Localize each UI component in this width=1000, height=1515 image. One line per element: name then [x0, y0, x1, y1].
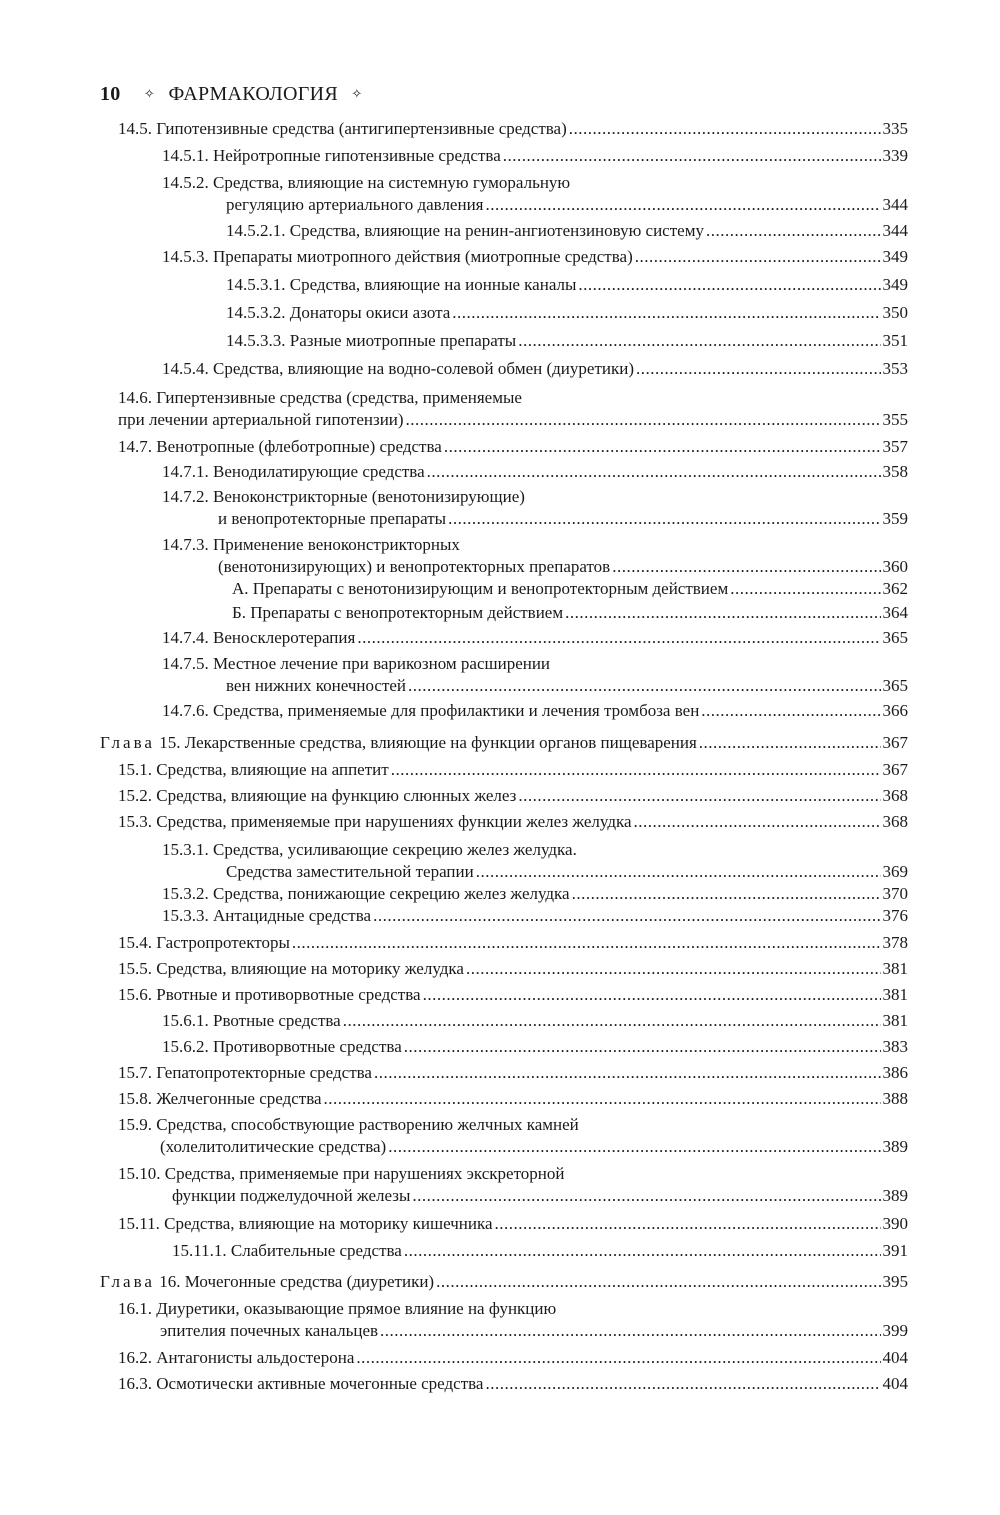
toc-entry-text: 15.9. Средства, способствующие растворению желчных камней	[118, 1115, 579, 1134]
toc-entry-title	[100, 1271, 434, 1293]
toc-entry-text: 14.5.4. Средства, влияющие на водно-солевой обмен (диуретики)	[162, 359, 634, 378]
toc-entry[interactable]	[118, 984, 908, 1006]
dot-leader	[699, 732, 881, 754]
toc-page-number: 378	[882, 933, 908, 952]
running-title: ФАРМАКОЛОГИЯ	[168, 83, 339, 105]
toc-page-number: 368	[882, 786, 908, 805]
ornament-icon: ✧	[351, 86, 363, 101]
toc-entry-text: 15.7. Гепатопротекторные средства	[118, 1063, 372, 1082]
toc-entry[interactable]	[118, 1213, 908, 1235]
toc-entry[interactable]	[232, 578, 908, 600]
toc-entry[interactable]	[226, 675, 908, 697]
toc-line	[0, 1347, 1000, 1369]
toc-line	[0, 1298, 1000, 1320]
dot-leader	[404, 1240, 881, 1262]
toc-line	[0, 534, 1000, 556]
toc-entry-title	[160, 1136, 386, 1158]
toc-entry-title	[226, 675, 406, 697]
toc-page-number: 391	[882, 1241, 908, 1260]
toc-page-number: 381	[882, 959, 908, 978]
toc-line	[0, 274, 1000, 296]
toc-entry-text: (холелитолитические средства)	[160, 1137, 387, 1156]
toc-entry[interactable]	[162, 461, 908, 483]
toc-page-number: 383	[882, 1037, 908, 1056]
toc-entry-title	[118, 409, 404, 431]
toc-line	[0, 409, 1000, 431]
toc-entry[interactable]	[226, 861, 908, 883]
dot-leader	[374, 1062, 881, 1084]
toc-page-number: 381	[882, 985, 908, 1004]
toc-entry-title	[118, 1373, 483, 1395]
toc-entry-title	[162, 700, 699, 722]
toc-page-number: 353	[882, 359, 908, 378]
toc-entry[interactable]	[118, 1373, 908, 1395]
toc-entry-title	[118, 932, 290, 954]
toc-entry-text: 15.3. Средства, применяемые при нарушениях функции желез желудка	[118, 812, 632, 831]
toc-entry[interactable]	[226, 330, 908, 352]
toc-line	[0, 1185, 1000, 1207]
toc-entry-text: 14.5. Гипотензивные средства (антигипертензивные средства)	[118, 119, 567, 138]
toc-entry-title	[118, 785, 516, 807]
toc-page-number: 360	[882, 557, 908, 576]
toc-line	[0, 330, 1000, 352]
toc-line	[0, 145, 1000, 167]
toc-entry-text: 15.3.3. Антацидные средства	[162, 906, 372, 925]
toc-entry-text: 14.5.1. Нейротропные гипотензивные средства	[162, 146, 501, 165]
toc-entry-title	[118, 958, 464, 980]
toc-entry-title	[160, 1320, 378, 1342]
toc-entry-text: 15.6.1. Рвотные средства	[162, 1011, 341, 1030]
toc-line	[0, 220, 1000, 242]
toc-entry-title	[232, 578, 728, 600]
toc-page-number: 365	[882, 676, 908, 695]
dot-leader	[578, 274, 880, 296]
toc-page-number: 362	[882, 579, 908, 598]
toc-page-number: 349	[882, 247, 908, 266]
toc-line	[0, 958, 1000, 980]
toc-page-number: 349	[882, 275, 908, 294]
toc-entry-title	[218, 508, 446, 530]
dot-leader	[730, 578, 880, 600]
toc-entry-title	[118, 118, 567, 140]
toc-entry[interactable]	[118, 1088, 908, 1110]
toc-entry-text: регуляцию артериального давления	[226, 195, 484, 214]
dot-leader	[476, 861, 881, 883]
toc-entry-text: 14.7.6. Средства, применяемые для профилактики и лечения тромбоза вен	[162, 701, 700, 720]
dot-leader	[634, 811, 881, 833]
toc-entry[interactable]	[100, 1271, 908, 1293]
toc-entry-title	[118, 436, 442, 458]
dot-leader	[635, 246, 881, 268]
toc-entry-title	[118, 1062, 372, 1084]
dot-leader	[391, 759, 881, 781]
toc-entry-text: функции поджелудочной железы	[172, 1186, 411, 1205]
toc-line	[0, 759, 1000, 781]
toc-line	[0, 508, 1000, 530]
toc-line	[0, 194, 1000, 216]
toc-line	[0, 1136, 1000, 1158]
toc-page-number: 367	[882, 760, 908, 779]
dot-leader	[485, 1373, 880, 1395]
toc-line	[0, 387, 1000, 409]
toc-entry[interactable]	[172, 1240, 908, 1262]
page-number: 10	[100, 83, 121, 105]
toc-entry[interactable]	[118, 932, 908, 954]
toc-line	[0, 905, 1000, 927]
toc-entry-title	[162, 461, 425, 483]
toc-entry[interactable]	[162, 145, 908, 167]
toc-page-number: 404	[882, 1374, 908, 1393]
toc-line	[0, 811, 1000, 833]
dot-leader	[503, 145, 881, 167]
toc-line	[0, 932, 1000, 954]
dot-leader	[427, 461, 881, 483]
toc-entry-title	[172, 1185, 410, 1207]
toc-page-number: 358	[882, 462, 908, 481]
toc-entry-text: 15.6. Рвотные и противорвотные средства	[118, 985, 421, 1004]
dot-leader	[636, 358, 881, 380]
toc-entry-text: 14.5.3. Препараты миотропного действия (миотропные средства)	[162, 247, 633, 266]
toc-page-number: 364	[882, 603, 908, 622]
dot-leader	[408, 675, 880, 697]
dot-leader	[485, 194, 880, 216]
toc-page-number: 351	[882, 331, 908, 350]
dot-leader	[380, 1320, 880, 1342]
toc-entry[interactable]	[172, 1185, 908, 1207]
toc-line	[0, 436, 1000, 458]
dot-leader	[495, 1213, 881, 1235]
dot-leader	[406, 409, 881, 431]
toc-line	[0, 486, 1000, 508]
toc-entry[interactable]	[118, 811, 908, 833]
toc-entry-text: 15.1. Средства, влияющие на аппетит	[118, 760, 389, 779]
dot-leader	[436, 1271, 880, 1293]
toc-line	[0, 118, 1000, 140]
toc-entry-text: эпителия почечных канальцев	[160, 1321, 379, 1340]
toc-line	[0, 172, 1000, 194]
dot-leader	[518, 330, 880, 352]
toc-entry-title	[162, 905, 371, 927]
toc-entry-title	[226, 274, 576, 296]
toc-entry-text: 15.8. Желчегонные средства	[118, 1089, 322, 1108]
toc-entry-text: 14.7.3. Применение веноконстрикторных	[162, 535, 460, 554]
toc-page-number: 395	[882, 1272, 908, 1291]
toc-entry-text: 15.5. Средства, влияющие на моторику желудка	[118, 959, 464, 978]
dot-leader	[357, 627, 880, 649]
toc-page-number: 366	[882, 701, 908, 720]
toc-entry-text: 14.7.4. Веносклеротерапия	[162, 628, 356, 647]
toc-entry-text: 15.11. Средства, влияющие на моторику кишечника	[118, 1214, 493, 1233]
dot-leader	[448, 508, 880, 530]
toc-line	[0, 861, 1000, 883]
toc-line	[0, 700, 1000, 722]
toc-entry-text: Средства заместительной терапии	[226, 862, 474, 881]
toc-entry[interactable]	[162, 1010, 908, 1032]
toc-entry[interactable]	[232, 602, 908, 624]
toc-page-number: 367	[882, 733, 908, 752]
toc-entry-text: 14.5.2.1. Средства, влияющие на ренин-ангиотензиновую систему	[226, 221, 704, 240]
toc-page-number: 388	[882, 1089, 908, 1108]
toc-entry[interactable]	[218, 556, 908, 578]
toc-entry-text: при лечении артериальной гипотензии)	[118, 410, 404, 429]
toc-entry-title	[118, 1088, 322, 1110]
toc-page-number: 381	[882, 1011, 908, 1030]
toc-entry-title	[118, 759, 389, 781]
toc-page-number: 404	[882, 1348, 908, 1367]
toc-entry-text: 15.3.1. Средства, усиливающие секрецию желез желудка.	[162, 840, 577, 859]
toc-entry-text: 14.7. Венотропные (флеботропные) средства	[118, 437, 442, 456]
toc-line	[0, 1010, 1000, 1032]
toc-entry-text: 14.5.3.2. Донаторы окиси азота	[226, 303, 451, 322]
toc-line	[0, 627, 1000, 649]
toc-entry[interactable]	[118, 409, 908, 431]
toc-entry[interactable]	[162, 883, 908, 905]
dot-leader	[612, 556, 880, 578]
toc-entry-text: 16. Мочегонные средства (диуретики)	[159, 1272, 435, 1291]
toc-line	[0, 1240, 1000, 1262]
toc-entry[interactable]	[162, 246, 908, 268]
dot-leader	[343, 1010, 881, 1032]
toc-entry-title	[162, 883, 570, 905]
toc-line	[0, 732, 1000, 754]
toc-entry-text: 14.7.2. Веноконстрикторные (венотонизирующие)	[162, 487, 525, 506]
toc-entry[interactable]	[160, 1320, 908, 1342]
toc-line	[0, 1036, 1000, 1058]
toc-entry-text: и венопротекторные препараты	[218, 509, 447, 528]
toc-entry[interactable]	[162, 700, 908, 722]
dot-leader	[356, 1347, 880, 1369]
toc-line	[0, 1062, 1000, 1084]
toc-line	[0, 883, 1000, 905]
toc-page-number: 344	[882, 195, 908, 214]
toc-entry-text: 14.5.3.3. Разные миотропные препараты	[226, 331, 517, 350]
toc-entry[interactable]	[162, 1036, 908, 1058]
toc-page-number: 369	[882, 862, 908, 881]
toc-line	[0, 578, 1000, 600]
toc-entry[interactable]	[118, 759, 908, 781]
toc-entry[interactable]	[118, 118, 908, 140]
dot-leader	[292, 932, 881, 954]
dot-leader	[452, 302, 880, 324]
toc-line	[0, 246, 1000, 268]
toc-entry-title	[162, 145, 501, 167]
toc-entry[interactable]	[162, 358, 908, 380]
toc-entry-title	[100, 732, 697, 754]
toc-entry-title	[162, 1036, 402, 1058]
toc-line	[0, 653, 1000, 675]
toc-entry-text: 15.10. Средства, применяемые при нарушениях экскреторной	[118, 1164, 565, 1183]
toc-line	[0, 1163, 1000, 1185]
toc-line	[0, 461, 1000, 483]
toc-entry[interactable]	[118, 958, 908, 980]
toc-entry[interactable]	[118, 436, 908, 458]
toc-page-number: 335	[882, 119, 908, 138]
toc-page-number: 365	[882, 628, 908, 647]
toc-entry-text: 15.2. Средства, влияющие на функцию слюнных желез	[118, 786, 517, 805]
toc-entry-title	[118, 811, 632, 833]
toc-entry-text: 16.2. Антагонисты альдостерона	[118, 1348, 355, 1367]
toc-entry-title	[118, 984, 421, 1006]
toc-page-number: 389	[882, 1137, 908, 1156]
toc-entry-text: 16.1. Диуретики, оказывающие прямое влияние на функцию	[118, 1299, 557, 1318]
toc-line	[0, 1088, 1000, 1110]
toc-line	[0, 785, 1000, 807]
toc-entry-title	[226, 220, 704, 242]
dot-leader	[466, 958, 881, 980]
dot-leader	[324, 1088, 881, 1110]
toc-entry-title	[226, 861, 474, 883]
toc-entry-title	[118, 1213, 493, 1235]
toc-line	[0, 1373, 1000, 1395]
toc-line	[0, 556, 1000, 578]
toc-page-number: 359	[882, 509, 908, 528]
toc-entry-title	[218, 556, 610, 578]
toc-page-number: 368	[882, 812, 908, 831]
dot-leader	[701, 700, 880, 722]
toc-page-number: 355	[882, 410, 908, 429]
toc-page-number: 376	[882, 906, 908, 925]
toc-line	[0, 1271, 1000, 1293]
toc-line	[0, 839, 1000, 861]
toc-entry-title	[226, 302, 450, 324]
toc-entry-text: вен нижних конечностей	[226, 676, 407, 695]
toc-entry-text: 14.7.1. Венодилатирующие средства	[162, 462, 425, 481]
toc-entry[interactable]	[226, 220, 908, 242]
toc-entry-text: 15.3.2. Средства, понижающие секрецию желез желудка	[162, 884, 570, 903]
toc-page-number: 350	[882, 303, 908, 322]
toc-entry[interactable]	[226, 194, 908, 216]
toc-line	[0, 675, 1000, 697]
dot-leader	[569, 118, 881, 140]
dot-leader	[444, 436, 881, 458]
toc-entry[interactable]	[226, 274, 908, 296]
toc-entry[interactable]	[100, 732, 908, 754]
toc-entry-text: А. Препараты с венотонизирующим и венопротекторным действием	[232, 579, 729, 598]
toc-entry-text: Б. Препараты с венопротекторным действием	[232, 603, 564, 622]
toc-entry[interactable]	[160, 1136, 908, 1158]
toc-line	[0, 1320, 1000, 1342]
toc-entry[interactable]	[218, 508, 908, 530]
toc-entry-title	[162, 246, 633, 268]
toc-entry-title	[232, 602, 563, 624]
toc-entry-text: 15.11.1. Слабительные средства	[172, 1241, 402, 1260]
toc-page-number: 344	[882, 221, 908, 240]
toc-entry-text: 15.4. Гастропротекторы	[118, 933, 290, 952]
dot-leader	[373, 905, 880, 927]
toc-entry-title	[226, 194, 483, 216]
toc-entry-title	[172, 1240, 402, 1262]
chapter-label: Глава	[100, 733, 155, 752]
toc-line	[0, 1114, 1000, 1136]
toc-page-number: 389	[882, 1186, 908, 1205]
toc-entry-text: 14.5.2. Средства, влияющие на системную гуморальную	[162, 173, 571, 192]
dot-leader	[572, 883, 881, 905]
dot-leader	[706, 220, 881, 242]
dot-leader	[423, 984, 881, 1006]
toc-line	[0, 302, 1000, 324]
toc-entry-title	[162, 1010, 341, 1032]
toc-line	[0, 984, 1000, 1006]
toc-entry[interactable]	[226, 302, 908, 324]
toc-entry-text: 15.6.2. Противорвотные средства	[162, 1037, 402, 1056]
toc-line	[0, 358, 1000, 380]
toc-entry-text: 14.6. Гипертензивные средства (средства, применяемые	[118, 388, 522, 407]
toc-entry-title	[162, 358, 634, 380]
toc-page-number: 390	[882, 1214, 908, 1233]
ornament-icon: ✧	[143, 86, 156, 101]
dot-leader	[388, 1136, 880, 1158]
toc-page-number: 357	[882, 437, 908, 456]
dot-leader	[404, 1036, 881, 1058]
toc-page-number: 386	[882, 1063, 908, 1082]
toc-entry[interactable]	[162, 627, 908, 649]
toc-entry-title	[226, 330, 516, 352]
toc-line	[0, 602, 1000, 624]
toc-entry-title	[118, 1347, 354, 1369]
toc-entry-text: 16.3. Осмотически активные мочегонные средства	[118, 1374, 484, 1393]
chapter-label: Глава	[100, 1272, 155, 1291]
toc-entry-text: 15. Лекарственные средства, влияющие на функции органов пищеварения	[159, 733, 697, 752]
toc-entry-title	[162, 627, 355, 649]
dot-leader	[412, 1185, 880, 1207]
dot-leader	[518, 785, 880, 807]
toc-entry[interactable]	[162, 905, 908, 927]
toc-entry[interactable]	[118, 785, 908, 807]
toc-entry-text: (венотонизирующих) и венопротекторных препаратов	[218, 557, 611, 576]
toc-page-number: 370	[882, 884, 908, 903]
toc-entry[interactable]	[118, 1062, 908, 1084]
toc-entry[interactable]	[118, 1347, 908, 1369]
toc-line	[0, 1213, 1000, 1235]
toc-entry-text: 14.7.5. Местное лечение при варикозном расширении	[162, 654, 551, 673]
toc-page-number: 399	[882, 1321, 908, 1340]
toc-entry-text: 14.5.3.1. Средства, влияющие на ионные каналы	[226, 275, 577, 294]
dot-leader	[565, 602, 880, 624]
toc-page-number: 339	[882, 146, 908, 165]
